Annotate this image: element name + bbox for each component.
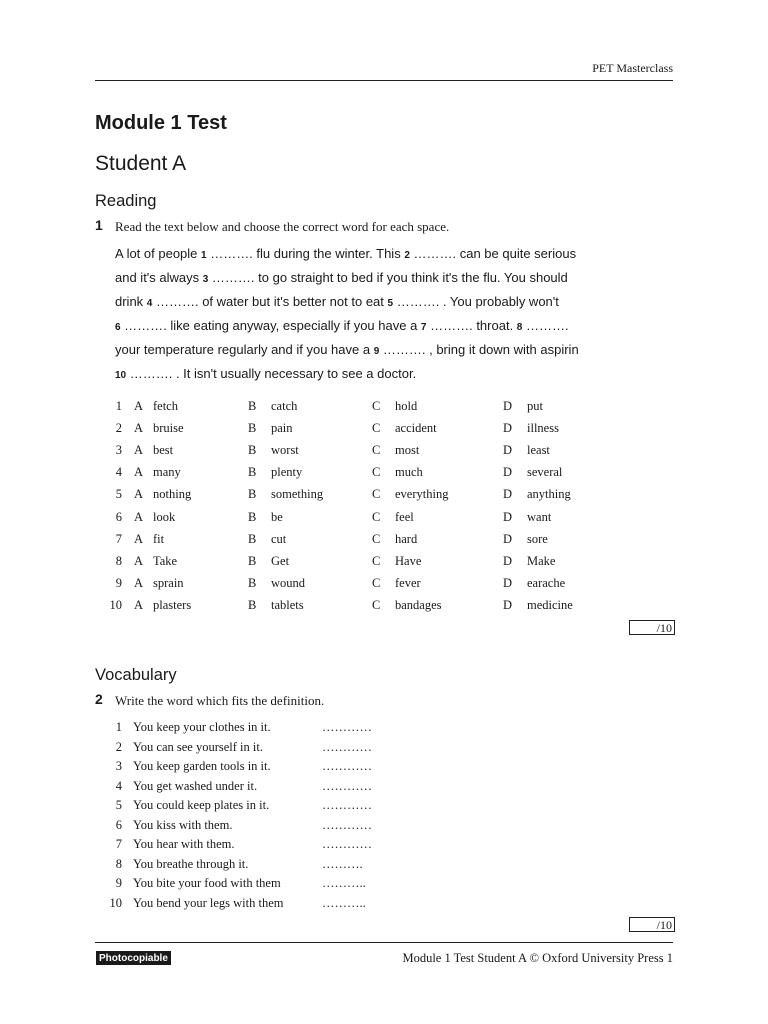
gap-number: 9 xyxy=(373,346,380,357)
passage-line xyxy=(115,339,655,363)
option-row xyxy=(0,554,768,576)
option-c[interactable]: Have xyxy=(395,553,422,568)
footer-credit: Module 1 Test Student A © Oxford University Press 1 xyxy=(402,951,673,965)
option-d[interactable]: earache xyxy=(527,575,566,590)
reading-score-box[interactable]: /10 xyxy=(629,620,675,635)
option-letter-a: A xyxy=(134,575,144,590)
passage-text: ………. , bring it down with aspirin xyxy=(379,342,579,357)
option-letter-d: D xyxy=(503,531,513,546)
option-b[interactable]: something xyxy=(271,487,324,502)
vocabulary-number: 3 xyxy=(115,759,122,773)
option-row xyxy=(0,421,768,443)
passage-text: ………. flu during the winter. This xyxy=(206,246,405,261)
option-letter-c: C xyxy=(372,421,381,436)
gap-number: 5 xyxy=(387,298,394,309)
option-number: 5 xyxy=(115,487,122,502)
passage-text: ………. can be quite serious xyxy=(409,246,577,261)
answer-blank[interactable]: ………… xyxy=(322,798,372,812)
vocabulary-number: 6 xyxy=(115,817,122,832)
option-letter-b: B xyxy=(248,553,257,568)
option-letter-b: B xyxy=(248,465,257,480)
option-d[interactable]: want xyxy=(527,509,552,524)
option-letter-a: A xyxy=(134,443,144,458)
option-letter-b: B xyxy=(248,509,257,524)
option-b[interactable]: tablets xyxy=(271,597,304,612)
vocabulary-number: 5 xyxy=(115,798,122,812)
passage-text: drink xyxy=(115,294,147,309)
question-2-number: 2 xyxy=(95,691,103,707)
option-letter-d: D xyxy=(503,487,513,502)
header-rule xyxy=(95,80,673,81)
option-letter-d: D xyxy=(503,399,513,413)
passage-text: ………. . It isn't usually necessary to see a doctor. xyxy=(126,366,417,381)
answer-blank[interactable]: ………… xyxy=(322,817,372,832)
option-c[interactable]: feel xyxy=(395,509,414,524)
option-letter-c: C xyxy=(372,575,381,590)
passage-text: your temperature regularly and if you have a xyxy=(115,342,374,357)
option-letter-d: D xyxy=(503,553,513,568)
option-letter-d: D xyxy=(503,597,513,612)
option-letter-d: D xyxy=(503,575,513,590)
option-row xyxy=(0,399,768,421)
answer-blank[interactable]: ………… xyxy=(322,739,372,754)
option-b[interactable]: be xyxy=(271,509,283,524)
option-d[interactable]: least xyxy=(527,443,550,458)
option-d[interactable]: several xyxy=(527,465,563,480)
passage-line xyxy=(115,243,655,267)
option-b[interactable]: cut xyxy=(271,531,287,546)
footer-rule xyxy=(95,942,673,943)
option-letter-d: D xyxy=(503,509,513,524)
vocabulary-item xyxy=(0,896,768,915)
gap-number: 10 xyxy=(115,370,127,381)
option-letter-c: C xyxy=(372,553,381,568)
passage-text: ………. of water but it's better not to eat xyxy=(152,294,388,309)
option-c[interactable]: accident xyxy=(395,421,437,436)
vocabulary-number: 9 xyxy=(115,876,122,890)
vocabulary-item xyxy=(0,818,768,837)
option-b[interactable]: plenty xyxy=(271,465,303,480)
vocabulary-definition: You bite your food with them xyxy=(133,876,281,890)
option-c[interactable]: hard xyxy=(395,531,418,546)
option-row xyxy=(0,487,768,509)
option-row xyxy=(0,576,768,598)
passage-line xyxy=(115,315,655,339)
option-letter-d: D xyxy=(503,443,513,458)
vocabulary-number: 4 xyxy=(115,778,122,793)
option-b[interactable]: wound xyxy=(271,575,306,590)
option-number: 4 xyxy=(115,465,122,480)
option-letter-b: B xyxy=(248,531,257,546)
gap-number: 3 xyxy=(202,274,209,285)
option-letter-a: A xyxy=(134,465,144,480)
vocabulary-item xyxy=(0,779,768,798)
option-a[interactable]: many xyxy=(153,465,181,480)
option-b[interactable]: worst xyxy=(271,443,299,458)
gap-number: 4 xyxy=(146,298,153,309)
option-number: 9 xyxy=(115,575,122,590)
option-number: 7 xyxy=(115,531,122,546)
option-d[interactable]: illness xyxy=(527,421,559,436)
option-d[interactable]: put xyxy=(527,399,543,413)
passage-text: ………. to go straight to bed if you think it's the flu. You should xyxy=(208,270,568,285)
option-letter-c: C xyxy=(372,531,381,546)
option-letter-c: C xyxy=(372,597,381,612)
vocabulary-definition: You kiss with them. xyxy=(133,817,233,832)
option-c[interactable]: most xyxy=(395,443,420,458)
option-letter-d: D xyxy=(503,421,513,436)
vocabulary-definition: You breathe through it. xyxy=(133,856,249,871)
option-d[interactable]: anything xyxy=(527,487,571,502)
vocabulary-item xyxy=(0,857,768,876)
vocabulary-item xyxy=(0,740,768,759)
option-b[interactable]: pain xyxy=(271,421,293,436)
option-row xyxy=(0,510,768,532)
vocabulary-definition: You can see yourself in it. xyxy=(133,739,263,754)
vocabulary-number: 1 xyxy=(115,720,122,734)
vocabulary-number: 2 xyxy=(115,739,122,754)
option-a[interactable]: bruise xyxy=(153,421,184,436)
vocabulary-item xyxy=(0,876,768,895)
vocabulary-definition: You keep your clothes in it. xyxy=(133,720,271,734)
option-a[interactable]: plasters xyxy=(153,597,192,612)
passage-line xyxy=(115,291,655,315)
option-letter-b: B xyxy=(248,399,257,413)
option-letter-c: C xyxy=(372,465,381,480)
question-1-instruction: Read the text below and choose the correct word for each space. xyxy=(115,219,450,234)
option-letter-a: A xyxy=(134,509,144,524)
vocabulary-heading: Vocabulary xyxy=(95,666,177,684)
vocabulary-definition: You hear with them. xyxy=(133,837,235,851)
option-letter-a: A xyxy=(134,421,144,436)
vocabulary-definition: You bend your legs with them xyxy=(133,895,284,910)
vocabulary-definition: You keep garden tools in it. xyxy=(133,759,271,773)
vocabulary-number: 10 xyxy=(109,895,122,910)
option-a[interactable]: sprain xyxy=(153,575,184,590)
photocopiable-badge: Photocopiable xyxy=(96,951,171,965)
vocabulary-definition: You could keep plates in it. xyxy=(133,798,270,812)
answer-blank[interactable]: ………… xyxy=(322,720,372,734)
gap-number: 7 xyxy=(420,322,427,333)
option-a[interactable]: best xyxy=(153,443,174,458)
option-letter-b: B xyxy=(248,487,257,502)
option-d[interactable]: medicine xyxy=(527,597,573,612)
vocabulary-number: 8 xyxy=(115,856,122,871)
option-c[interactable]: hold xyxy=(395,399,418,413)
answer-blank[interactable]: ………. xyxy=(322,856,363,871)
option-number: 8 xyxy=(115,553,122,568)
reading-heading: Reading xyxy=(95,192,157,210)
option-letter-a: A xyxy=(134,597,144,612)
passage-text: ………. like eating anyway, especially if you have a xyxy=(120,318,421,333)
option-letter-d: D xyxy=(503,465,513,480)
option-b[interactable]: Get xyxy=(271,553,290,568)
option-c[interactable]: everything xyxy=(395,487,449,502)
option-b[interactable]: catch xyxy=(271,399,298,413)
passage-text: ………. xyxy=(522,318,569,333)
option-number: 1 xyxy=(115,399,122,413)
option-letter-c: C xyxy=(372,487,381,502)
gap-number: 2 xyxy=(404,250,410,261)
vocabulary-number: 7 xyxy=(115,837,122,851)
option-letter-c: C xyxy=(372,509,381,524)
option-d[interactable]: sore xyxy=(527,531,548,546)
option-number: 3 xyxy=(115,443,122,458)
option-a[interactable]: fit xyxy=(153,531,165,546)
passage-text: ………. . You probably won't xyxy=(393,294,559,309)
option-letter-c: C xyxy=(372,399,381,413)
gap-number: 8 xyxy=(516,322,523,333)
answer-blank[interactable]: ………… xyxy=(322,759,372,773)
option-c[interactable]: fever xyxy=(395,575,421,590)
option-letter-b: B xyxy=(248,575,257,590)
answer-blank[interactable]: ……….. xyxy=(322,876,366,890)
option-letter-a: A xyxy=(134,399,144,413)
reading-passage xyxy=(115,243,655,387)
option-c[interactable]: bandages xyxy=(395,597,442,612)
gap-number: 6 xyxy=(115,322,121,333)
vocabulary-score-box[interactable]: /10 xyxy=(629,917,675,932)
student-title: Student A xyxy=(95,152,187,175)
option-number: 6 xyxy=(115,509,122,524)
option-row xyxy=(0,532,768,554)
vocabulary-item xyxy=(0,837,768,856)
passage-text: and it's always xyxy=(115,270,203,285)
option-a[interactable]: nothing xyxy=(153,487,192,502)
passage-text: A lot of people xyxy=(115,246,202,261)
vocabulary-item xyxy=(0,720,768,739)
option-letter-a: A xyxy=(134,531,144,546)
question-1-number: 1 xyxy=(95,217,103,233)
vocabulary-item xyxy=(0,798,768,817)
module-title: Module 1 Test xyxy=(95,112,227,134)
option-number: 2 xyxy=(115,421,122,436)
passage-text: ………. throat. xyxy=(426,318,517,333)
option-d[interactable]: Make xyxy=(527,553,556,568)
option-letter-a: A xyxy=(134,487,144,502)
option-row xyxy=(0,598,768,620)
option-a[interactable]: fetch xyxy=(153,399,178,413)
vocabulary-definition: You get washed under it. xyxy=(133,778,258,793)
option-row xyxy=(0,465,768,487)
answer-blank[interactable]: ………… xyxy=(322,778,372,793)
running-header: PET Masterclass xyxy=(592,61,673,75)
passage-line xyxy=(115,267,655,291)
passage-line xyxy=(115,363,655,387)
option-letter-b: B xyxy=(248,443,257,458)
option-letter-b: B xyxy=(248,421,257,436)
answer-blank[interactable]: ……….. xyxy=(322,895,366,910)
option-a[interactable]: look xyxy=(153,509,176,524)
option-number: 10 xyxy=(109,597,122,612)
option-letter-a: A xyxy=(134,553,144,568)
option-row xyxy=(0,443,768,465)
option-letter-b: B xyxy=(248,597,257,612)
gap-number: 1 xyxy=(201,250,207,261)
question-2-instruction: Write the word which fits the definition. xyxy=(115,693,325,708)
answer-blank[interactable]: ………… xyxy=(322,837,372,851)
vocabulary-item xyxy=(0,759,768,778)
option-c[interactable]: much xyxy=(395,465,423,480)
option-a[interactable]: Take xyxy=(153,553,178,568)
option-letter-c: C xyxy=(372,443,381,458)
